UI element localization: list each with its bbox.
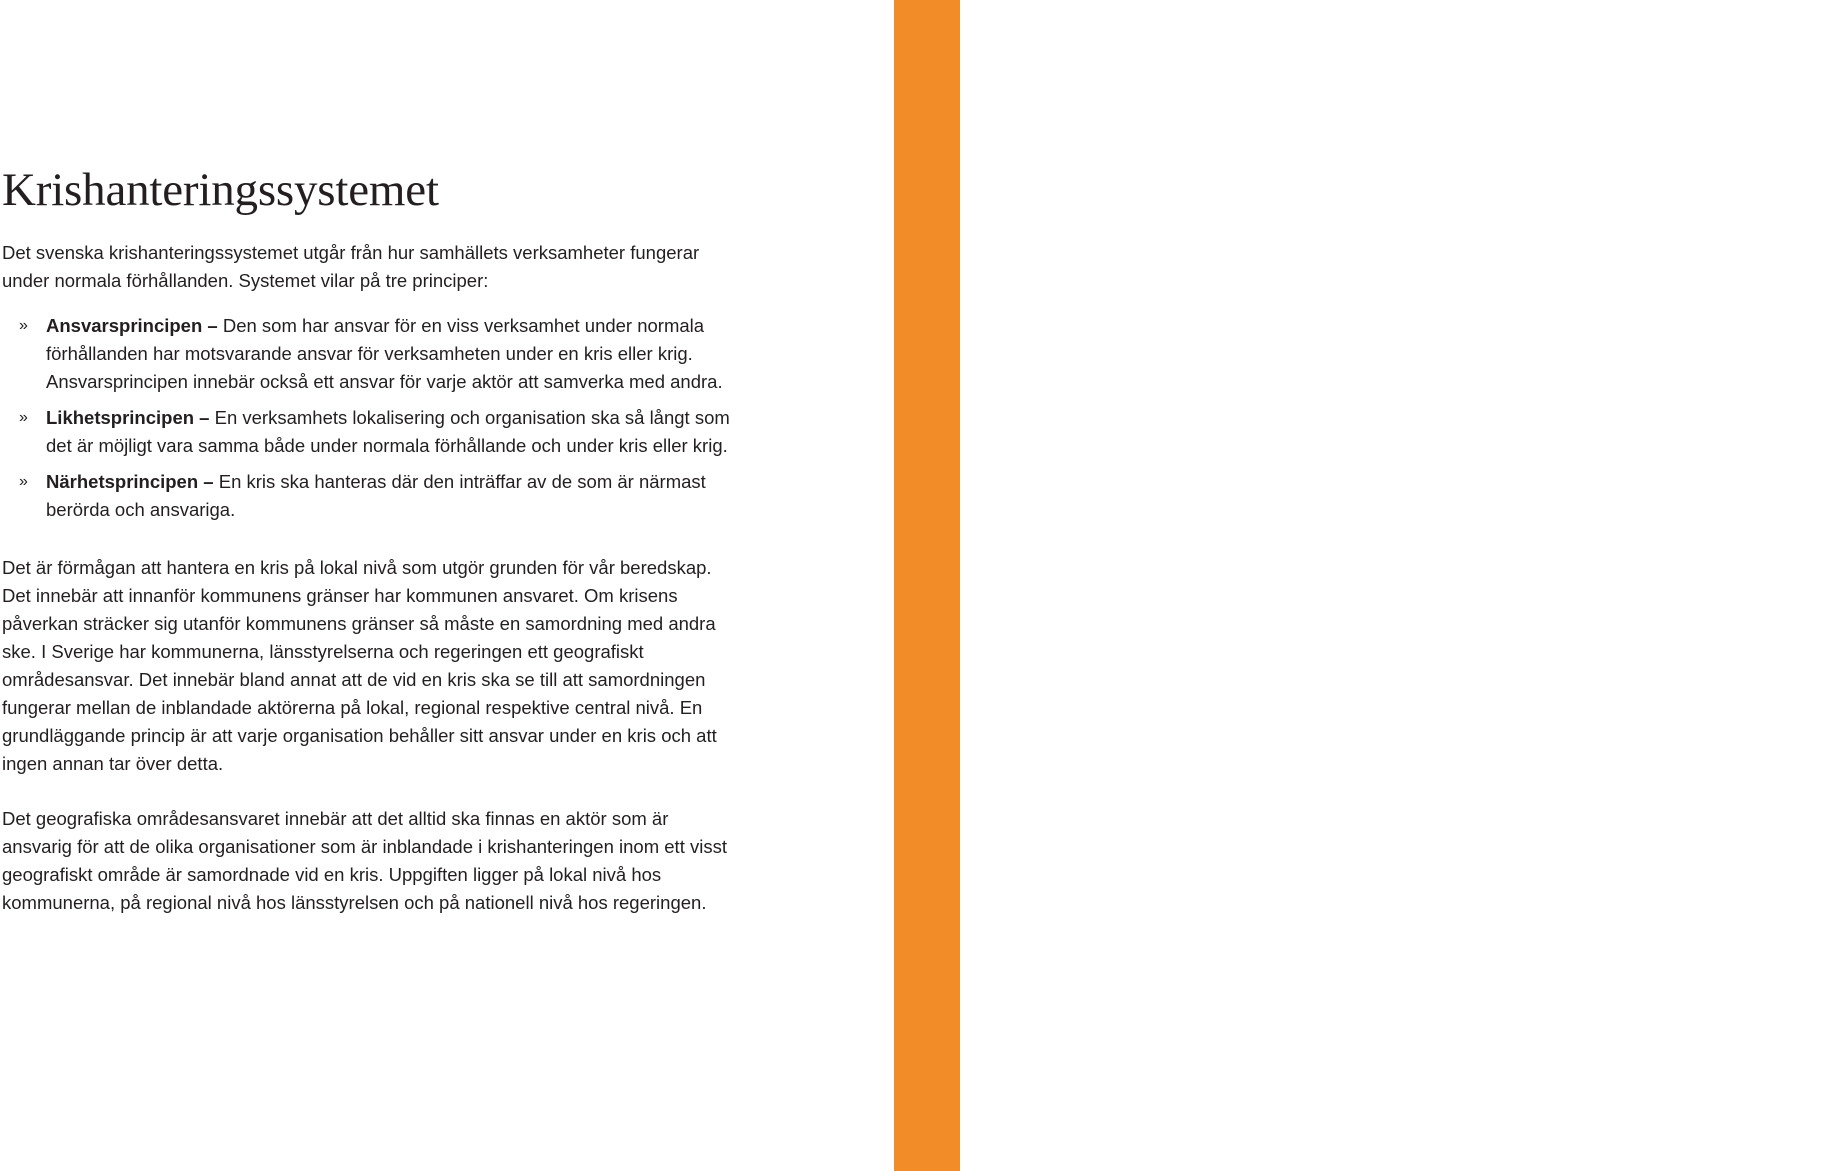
principle-item-narhet xyxy=(2,468,737,524)
principle-text: Den som har ansvar för en viss verksamhet under normala förhållanden har motsvarande ansvar för verksamheten under en kris eller krig. Ansvarsprincipen innebär också ett ansvar för varje aktör att samverka med andra. xyxy=(46,315,723,392)
bullet-glyph: » xyxy=(19,317,28,334)
body-paragraph-beredskap: Det är förmågan att hantera en kris på lokal nivå som utgör grunden för vår beredskap. Det innebär att innanför kommunens gränser har kommunen ansvaret. Om krisens påverkan sträcker sig utanför kommunens gränser så måste en samordning med andra ske. I Sverige har kommunerna, länsstyrelserna och regeringen ett geografiskt områdesansvar. Det innebär bland annat att de vid en kris ska se till att samordningen fungerar mellan de inblandade aktörerna på lokal, regional respektive central nivå. En grundläggande princip är att varje organisation behåller sitt ansvar under en kris och att ingen annan tar över detta. xyxy=(2,557,717,774)
principle-name: Likhetsprincipen xyxy=(46,407,195,428)
principle-name: Närhetsprincipen xyxy=(46,471,199,492)
page-content xyxy=(2,160,737,917)
page-number: 5 xyxy=(1833,1102,1844,1123)
principle-text: En verksamhets lokalisering och organisation ska så långt som det är möjligt vara samma både under normala förhållande och under kris eller krig. xyxy=(46,407,730,456)
page-title: Krishanteringssystemet xyxy=(2,164,439,216)
principle-text: En kris ska hanteras där den inträffar av de som är närmast berörda och ansvariga. xyxy=(46,471,706,520)
orange-side-bar xyxy=(894,0,1844,1171)
principle-item-likhet xyxy=(2,404,737,460)
bullet-glyph: » xyxy=(19,409,28,426)
intro-paragraph: Det svenska krishanteringssystemet utgår från hur samhällets verksamheter fungerar under normala förhållanden. Systemet vilar på tre principer: xyxy=(2,242,700,291)
dash-glyph: – xyxy=(207,315,218,336)
body-paragraph-omradesansvar: Det geografiska områdesansvaret innebär att det alltid ska finnas en aktör som är ansvarig för att de olika organisationer som är inblandade i krishanteringen inom ett visst geografiskt område är samordnade vid en kris. Uppgiften ligger på lokal nivå hos kommunerna, på regional nivå hos länsstyrelsen och på nationell nivå hos regeringen. xyxy=(2,808,727,913)
dash-glyph: – xyxy=(199,407,210,428)
bullet-glyph: » xyxy=(19,473,28,490)
principles-list xyxy=(2,312,737,524)
dash-glyph: – xyxy=(203,471,214,492)
principle-item-ansvar xyxy=(2,312,737,396)
principle-name: Ansvarsprincipen xyxy=(46,315,203,336)
